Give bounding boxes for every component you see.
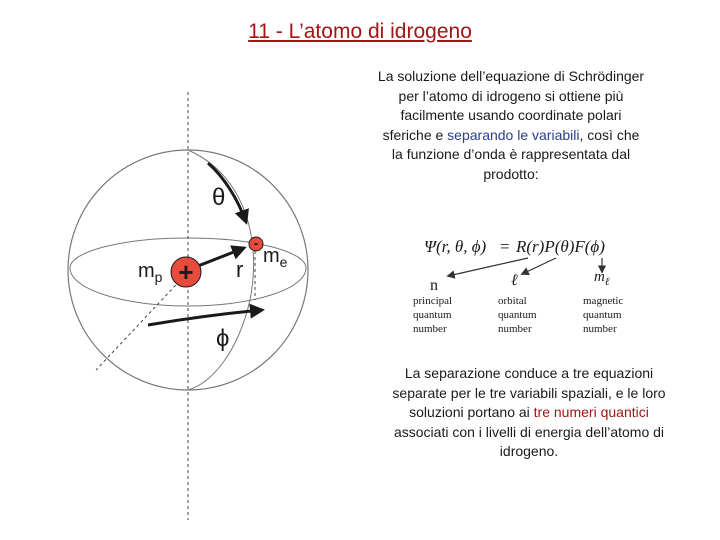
equation-lhs: Ψ(r, θ, ϕ) <box>424 237 487 256</box>
magnetic-line-1: magnetic <box>583 295 624 307</box>
conclusion-text-start: La separazione conduce a tre equazioni separate per le tre variabili spaziali, e le loro soluzioni portano ai <box>392 365 666 420</box>
orbital-line-3: number <box>498 323 532 335</box>
electron-mass-label: $m_e$ <box>263 245 288 270</box>
phi-label: ϕ <box>216 325 230 352</box>
equation-rhs: R(r)P(θ)F(ϕ) <box>516 237 605 256</box>
principal-line-1: principal <box>413 295 453 307</box>
wavefunction-equation <box>413 237 623 335</box>
quantum-label-n: n <box>430 277 438 294</box>
orbital-line-2: quantum <box>498 309 537 321</box>
intro-text-end: , così che la funzione d’onda è rappresentata dal prodotto: <box>391 126 640 182</box>
hydrogen-atom-diagram <box>68 92 308 520</box>
principal-line-2: quantum <box>413 309 452 321</box>
quantum-label-ml: $m_\ell$ <box>594 269 610 288</box>
conclusion-text-end: associati con i livelli di energia dell’atomo di idrogeno. <box>393 423 665 459</box>
principal-quantum-caption <box>413 295 452 335</box>
magnetic-line-3: number <box>583 323 617 335</box>
theta-label: θ <box>212 184 226 211</box>
equation-equals: = <box>500 237 510 256</box>
electron-symbol: - <box>253 235 259 251</box>
orbital-quantum-caption <box>498 295 537 335</box>
proton-mass-label: $m_p$ <box>138 260 163 285</box>
slide-title-text: 11 - L’atomo di idrogeno <box>248 20 472 43</box>
proton-symbol: + <box>178 257 194 287</box>
arrow-to-l <box>522 258 556 274</box>
principal-line-3: number <box>413 323 447 335</box>
intro-text-start: La soluzione dell’equazione di Schrödinger per l’atomo di idrogeno si ottiene più facilmente usando coordinate polari sferiche e <box>377 68 645 143</box>
conclusion-highlight: tre numeri quantici <box>533 404 649 420</box>
orbital-line-1: orbital <box>498 295 527 307</box>
magnetic-line-2: quantum <box>583 309 622 321</box>
quantum-label-l: ℓ <box>511 272 518 289</box>
magnetic-quantum-caption <box>583 295 623 335</box>
r-label: r <box>236 257 244 282</box>
intro-highlight: separando le variabili <box>447 126 580 143</box>
